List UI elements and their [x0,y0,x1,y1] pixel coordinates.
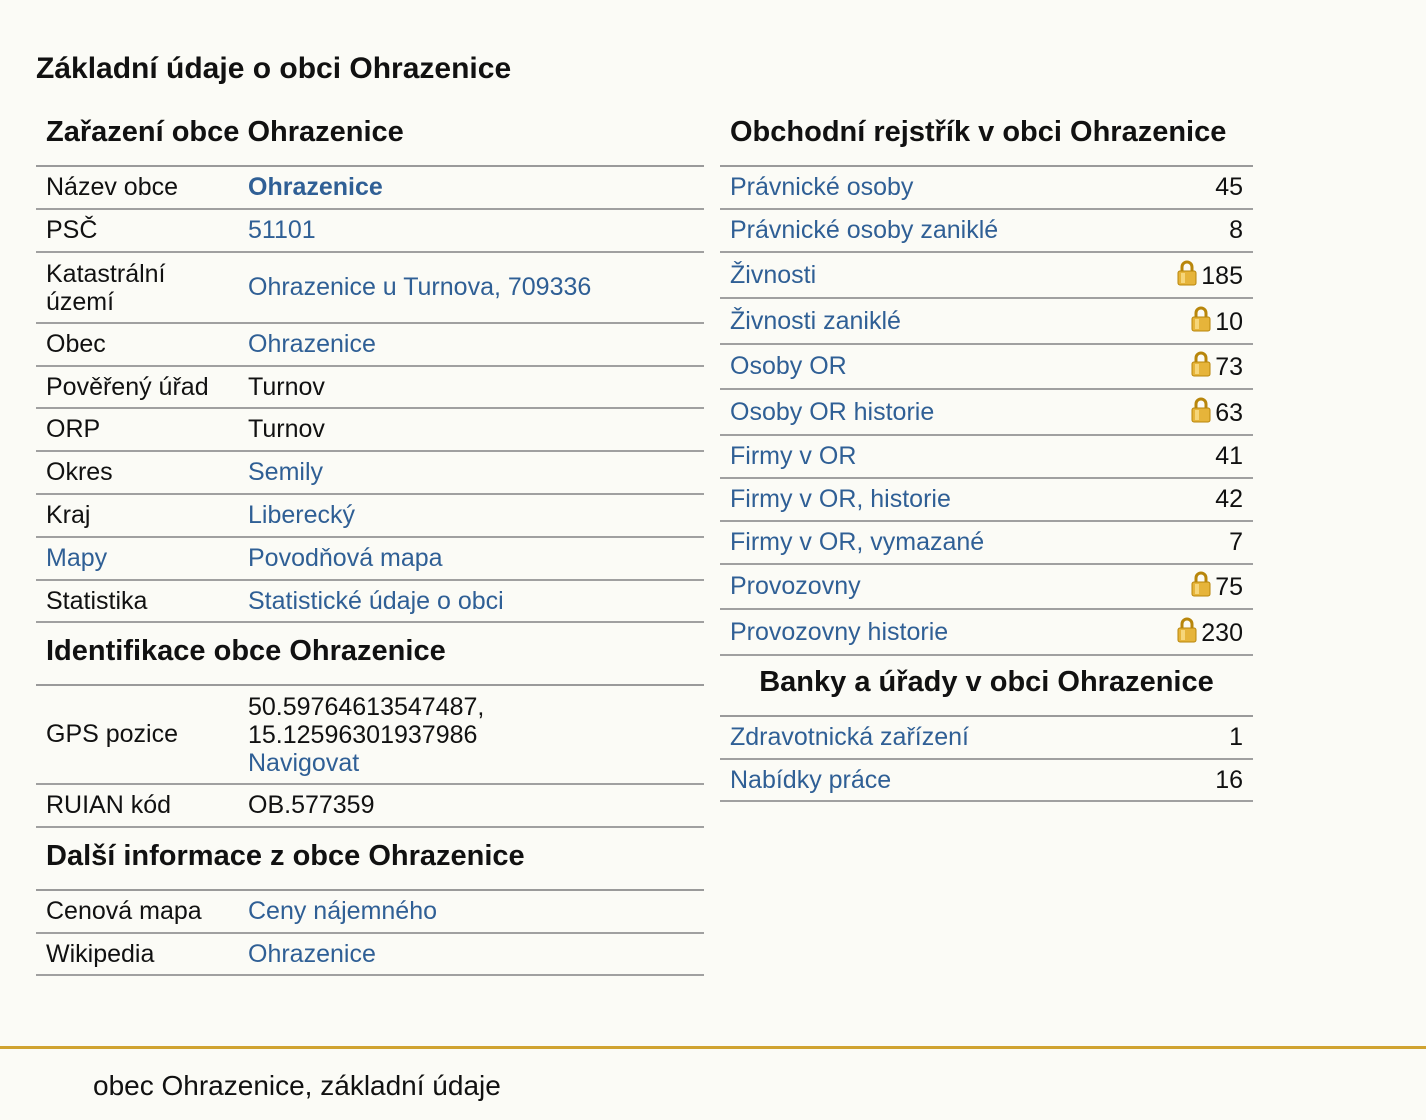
lock-icon [1191,306,1211,332]
category-link[interactable]: Firmy v OR [730,442,857,470]
row-value [238,209,704,252]
identifikace-heading: Identifikace obce Ohrazenice [36,623,704,686]
row-value [238,686,704,784]
table-row [720,717,1253,759]
table-row [720,759,1253,801]
row-key [36,537,238,580]
row-value [238,323,704,366]
row-count-cell [1170,759,1253,801]
footer-divider [0,1046,1426,1049]
table-row [36,686,704,784]
category-link[interactable]: Firmy v OR, historie [730,485,951,513]
count-value: 63 [1215,398,1243,427]
row-value [238,451,704,494]
row-value [238,494,704,537]
table-row [36,933,704,975]
row-value: Turnov [238,408,704,451]
row-key: Wikipedia [36,933,238,975]
page-title: Základní údaje o obci Ohrazenice [36,52,512,85]
katastr-link[interactable]: Ohrazenice u Turnova, 709336 [248,273,592,301]
count-value: 16 [1215,765,1243,794]
row-label-cell [720,521,1131,564]
row-count-cell [1131,521,1253,564]
row-label-cell [720,435,1131,478]
category-link[interactable]: Firmy v OR, vymazané [730,528,985,556]
row-label-cell [720,759,1170,801]
category-link[interactable]: Živnosti [730,260,817,289]
row-key: ORP [36,408,238,451]
category-link[interactable]: Nabídky práce [730,765,892,794]
row-label-cell [720,344,1131,389]
table-row [36,891,704,933]
table-row [720,564,1253,609]
row-label-cell [720,389,1131,435]
row-label-cell [720,717,1170,759]
row-label-cell [720,252,1131,298]
lock-icon [1191,571,1211,597]
row-count-cell [1170,717,1253,759]
table-row [36,408,704,451]
table-row [720,478,1253,521]
kraj-link[interactable]: Liberecký [248,501,355,529]
category-link[interactable]: Živnosti zaniklé [730,306,901,335]
obec-link[interactable]: Ohrazenice [248,330,376,358]
table-row [720,252,1253,298]
lock-icon [1191,351,1211,377]
row-key: Obec [36,323,238,366]
table-row [36,209,704,252]
count-value: 45 [1215,173,1243,201]
zarazeni-heading: Zařazení obce Ohrazenice [36,112,704,167]
row-key: Kraj [36,494,238,537]
category-link[interactable]: Právnické osoby [730,173,914,201]
table-row [720,298,1253,344]
psc-link[interactable]: 51101 [248,216,316,244]
rejstrik-heading: Obchodní rejstřík v obci Ohrazenice [720,112,1253,167]
row-count-cell [1131,478,1253,521]
row-label-cell [720,478,1131,521]
table-row [720,209,1253,252]
wikipedia-link[interactable]: Ohrazenice [248,939,376,968]
row-label-cell [720,564,1131,609]
banky-table [720,717,1253,802]
navigovat-link[interactable]: Navigovat [248,748,360,777]
lock-icon [1177,617,1197,643]
row-value [238,891,704,933]
table-row [720,521,1253,564]
table-row [36,366,704,408]
zarazeni-table [36,167,704,623]
povodnova-mapa-link[interactable]: Povodňová mapa [248,544,443,572]
row-count-cell [1131,252,1253,298]
count-value: 75 [1215,573,1243,601]
lock-icon [1177,260,1197,286]
count-value: 230 [1201,618,1243,647]
dalsi-table [36,891,704,976]
row-label-cell [720,609,1131,655]
category-link[interactable]: Osoby OR historie [730,397,935,426]
count-value: 10 [1215,307,1243,336]
table-row [36,537,704,580]
count-value: 7 [1229,528,1243,556]
ceny-najemneho-link[interactable]: Ceny nájemného [248,897,438,925]
table-row [36,784,704,827]
count-value: 73 [1215,353,1243,381]
row-key: Statistika [36,580,238,622]
category-link[interactable]: Provozovny [730,572,861,600]
row-key: GPS pozice [36,686,238,784]
rejstrik-table [720,167,1253,656]
row-key: Cenová mapa [36,891,238,933]
table-row [36,580,704,622]
row-count-cell [1131,167,1253,209]
row-count-cell [1131,344,1253,389]
row-key: PSČ [36,209,238,252]
footer-text: obec Ohrazenice, základní údaje [93,1070,501,1101]
category-link[interactable]: Provozovny historie [730,617,949,646]
row-count-cell [1131,435,1253,478]
row-value [238,252,704,323]
gps-lon: 15.12596301937986 [248,720,478,749]
table-row [36,323,704,366]
row-key: Katastrální území [36,252,238,323]
row-value: OB.577359 [238,784,704,827]
row-count-cell [1131,298,1253,344]
left-column [36,112,704,976]
table-row [720,344,1253,389]
table-row [720,167,1253,209]
row-count-cell [1131,209,1253,252]
statistika-link[interactable]: Statistické údaje o obci [248,586,504,615]
row-key: Název obce [36,167,238,209]
table-row [720,389,1253,435]
count-value: 41 [1215,442,1243,470]
banky-heading: Banky a úřady v obci Ohrazenice [720,656,1253,717]
identifikace-table [36,686,704,828]
row-label-cell [720,298,1131,344]
okres-link[interactable]: Semily [248,458,324,486]
category-link[interactable]: Právnické osoby zaniklé [730,216,999,244]
table-row [720,435,1253,478]
lock-icon [1191,397,1211,423]
count-value: 185 [1201,261,1243,290]
gps-lat: 50.59764613547487, [248,692,485,721]
row-label-cell [720,209,1131,252]
row-key: Okres [36,451,238,494]
row-count-cell [1131,389,1253,435]
row-value [238,537,704,580]
table-row [36,451,704,494]
row-key: RUIAN kód [36,784,238,827]
mapy-link[interactable]: Mapy [46,544,108,572]
table-row [720,609,1253,655]
table-row [36,494,704,537]
count-value: 8 [1229,216,1243,244]
category-link[interactable]: Zdravotnická zařízení [730,723,969,751]
row-count-cell [1131,564,1253,609]
table-row [36,252,704,323]
row-key: Pověřený úřad [36,366,238,408]
row-value [238,933,704,975]
row-count-cell [1131,609,1253,655]
count-value: 42 [1215,485,1243,513]
row-value: Turnov [238,366,704,408]
count-value: 1 [1229,723,1243,751]
table-row [36,167,704,209]
category-link[interactable]: Osoby OR [730,352,847,380]
obec-name-link[interactable]: Ohrazenice [248,173,383,201]
right-column [720,112,1253,802]
row-value [238,167,704,209]
row-label-cell [720,167,1131,209]
dalsi-heading: Další informace z obce Ohrazenice [36,828,704,891]
row-value [238,580,704,622]
